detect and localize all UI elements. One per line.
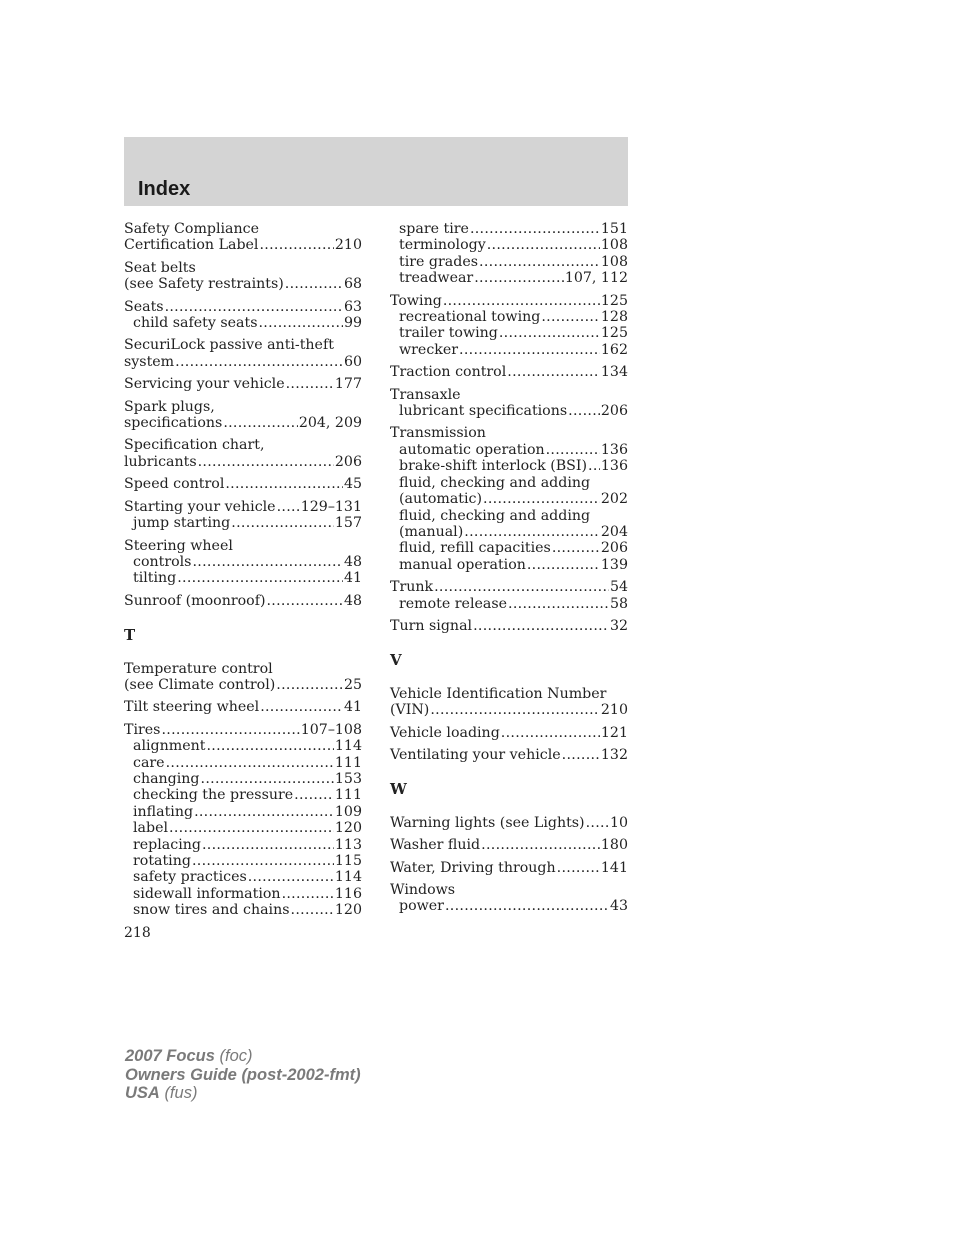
- entry-text: automatic operation: [399, 441, 545, 458]
- entry-text: checking the pressure: [133, 787, 294, 804]
- leader-dots: [552, 540, 600, 556]
- entry-text: fluid, checking and adding: [399, 507, 591, 524]
- index-term: [124, 661, 362, 677]
- leader-dots: [177, 570, 343, 586]
- page-reference: 210: [600, 702, 628, 719]
- page-reference: 115: [334, 853, 362, 869]
- leader-dots: [286, 376, 334, 392]
- document-footer: [125, 1047, 361, 1103]
- leader-dots: [259, 237, 333, 253]
- entry-text: Towing: [390, 292, 442, 309]
- entry-text: Windows: [390, 882, 456, 898]
- entry-text: Transmission: [390, 425, 486, 442]
- leader-dots: [562, 747, 600, 763]
- index-subentry: [390, 524, 628, 540]
- index-subentry: [390, 237, 628, 253]
- page-reference: 54: [609, 579, 628, 596]
- index-term: [390, 837, 628, 853]
- entry-text: care: [133, 754, 165, 771]
- page-reference: 114: [334, 738, 362, 755]
- index-term: [124, 699, 362, 715]
- entry-text: Vehicle loading: [390, 724, 500, 741]
- page-reference: 60: [343, 353, 362, 370]
- index-term: [390, 882, 628, 898]
- footer-line: [125, 1047, 361, 1066]
- leader-dots: [285, 276, 343, 292]
- index-subentry: [390, 403, 628, 419]
- index-term: [390, 618, 628, 634]
- page-reference: 99: [343, 315, 362, 332]
- entry-text: wrecker: [399, 341, 459, 358]
- page-reference: 120: [334, 902, 362, 919]
- page-reference: 210: [334, 237, 362, 254]
- index-header-banner: [124, 137, 628, 206]
- index-subentry: [390, 254, 628, 270]
- leader-dots: [192, 853, 334, 869]
- page-reference: 113: [334, 836, 362, 853]
- entry-text: fluid, checking and adding: [399, 474, 591, 491]
- index-term: [390, 364, 628, 380]
- index-term: [124, 376, 362, 392]
- leader-dots: [508, 596, 609, 612]
- entry-text: Starting your vehicle: [124, 498, 276, 515]
- index-term: [124, 299, 362, 315]
- index-subentry: [124, 315, 362, 331]
- leader-dots: [198, 454, 334, 470]
- index-term: [390, 579, 628, 595]
- leader-dots: [165, 299, 343, 315]
- index-term: [124, 399, 362, 415]
- page-reference: 43: [609, 898, 628, 915]
- index-term: [124, 454, 362, 470]
- index-entry: [124, 376, 362, 392]
- page-reference: 136: [600, 458, 628, 475]
- page-reference: 25: [343, 676, 362, 693]
- index-entry: [124, 337, 362, 370]
- page-reference: 108: [600, 253, 628, 270]
- entry-text: specifications: [124, 415, 223, 432]
- index-term: [124, 722, 362, 738]
- page-reference: 139: [600, 556, 628, 573]
- entry-text: child safety seats: [133, 315, 258, 332]
- entry-text: (automatic): [399, 491, 483, 508]
- index-entry: [124, 399, 362, 432]
- index-term: [124, 499, 362, 515]
- leader-dots: [277, 499, 300, 515]
- index-subentry: [124, 515, 362, 531]
- index-entry: [124, 221, 362, 254]
- leader-dots: [194, 804, 334, 820]
- index-subentry: [124, 804, 362, 820]
- entry-text: Turn signal: [390, 617, 473, 634]
- index-entry: [390, 725, 628, 741]
- entry-text: Certification Label: [124, 237, 259, 254]
- index-entry: [124, 437, 362, 470]
- entry-text: Tires: [124, 721, 161, 738]
- index-subentry: [390, 898, 628, 914]
- entry-text: Traction control: [390, 364, 507, 381]
- index-entry: [124, 722, 362, 919]
- entry-text: treadwear: [399, 270, 474, 287]
- index-entry: [390, 425, 628, 573]
- leader-dots: [206, 738, 333, 754]
- leader-dots: [291, 902, 334, 918]
- entry-text: inflating: [133, 803, 194, 820]
- entry-text: (see Climate control): [124, 676, 276, 693]
- page-reference: 132: [600, 746, 628, 763]
- index-entry: [390, 387, 628, 420]
- index-subentry: [390, 508, 628, 524]
- leader-dots: [260, 699, 343, 715]
- index-subentry: [390, 557, 628, 573]
- entry-text: fluid, refill capacities: [399, 540, 551, 557]
- leader-dots: [294, 787, 334, 803]
- page-reference: 157: [334, 515, 362, 532]
- entry-text: recreational towing: [399, 309, 541, 326]
- leader-dots: [169, 820, 334, 836]
- page-reference: 111: [334, 787, 362, 804]
- index-term: [124, 276, 362, 292]
- entry-text: lubricants: [124, 453, 197, 470]
- entry-text: controls: [133, 553, 192, 570]
- index-column-left: [124, 221, 362, 925]
- index-entry: [390, 579, 628, 612]
- page-reference: 141: [600, 859, 628, 876]
- entry-text: Transaxle: [390, 386, 461, 403]
- entry-text: Spark plugs,: [124, 398, 215, 415]
- leader-dots: [443, 293, 600, 309]
- page-reference: 120: [334, 820, 362, 837]
- page-reference: 206: [334, 453, 362, 470]
- index-entry: [390, 837, 628, 853]
- index-subentry: [124, 886, 362, 902]
- page-reference: 107, 112: [564, 270, 628, 287]
- leader-dots: [464, 524, 600, 540]
- leader-dots: [527, 557, 600, 573]
- page-reference: 180: [600, 837, 628, 854]
- entry-text: lubricant specifications: [399, 403, 568, 420]
- entry-text: tilting: [133, 570, 177, 587]
- leader-dots: [258, 315, 342, 331]
- entry-text: Tilt steering wheel: [124, 699, 260, 716]
- leader-dots: [541, 309, 600, 325]
- page-reference: 41: [343, 699, 362, 716]
- index-subentry: [124, 755, 362, 771]
- leader-dots: [201, 771, 334, 787]
- leader-dots: [225, 476, 343, 492]
- entry-text: remote release: [399, 595, 508, 612]
- index-subentry: [124, 853, 362, 869]
- index-entry: [124, 499, 362, 532]
- index-subentry: [390, 540, 628, 556]
- footer-line: [125, 1084, 361, 1103]
- entry-text: Water, Driving through: [390, 859, 556, 876]
- entry-text: Servicing your vehicle: [124, 376, 285, 393]
- index-term: [390, 702, 628, 718]
- entry-text: (manual): [399, 523, 464, 540]
- page-reference: 45: [343, 476, 362, 493]
- page-reference: 114: [334, 869, 362, 886]
- index-entry: [390, 747, 628, 763]
- entry-text: Speed control: [124, 476, 225, 493]
- leader-dots: [202, 837, 334, 853]
- page-reference: 202: [600, 491, 628, 508]
- page-reference: 151: [600, 221, 628, 237]
- entry-text: manual operation: [399, 556, 526, 573]
- index-subentry: [124, 820, 362, 836]
- index-term: [124, 237, 362, 253]
- page-reference: 204, 209: [298, 415, 362, 432]
- index-subentry: [124, 837, 362, 853]
- index-subentry: [390, 458, 628, 474]
- section-letter: W: [390, 780, 407, 799]
- leader-dots: [546, 442, 600, 458]
- page-reference: 109: [334, 803, 362, 820]
- entry-text: sidewall information: [133, 885, 281, 902]
- footer-line: [125, 1066, 361, 1085]
- entry-text: Sunroof (moonroof): [124, 592, 266, 609]
- entry-text: changing: [133, 770, 200, 787]
- leader-dots: [266, 593, 342, 609]
- page-reference: 48: [343, 553, 362, 570]
- page-reference: 153: [334, 770, 362, 787]
- entry-text: Steering wheel: [124, 537, 233, 554]
- index-subentry: [390, 596, 628, 612]
- leader-dots: [430, 702, 600, 718]
- leader-dots: [588, 458, 600, 474]
- index-subentry: [124, 554, 362, 570]
- index-subentry: [124, 787, 362, 803]
- footer-bold-text: USA: [125, 1084, 160, 1102]
- index-entry: [390, 293, 628, 359]
- entry-text: Seats: [124, 298, 164, 315]
- leader-dots: [474, 270, 564, 286]
- index-subentry: [124, 869, 362, 885]
- index-subentry: [390, 270, 628, 286]
- index-term: [124, 677, 362, 693]
- entry-text: safety practices: [133, 869, 247, 886]
- leader-dots: [166, 755, 334, 771]
- index-entry: [390, 882, 628, 915]
- index-entry: [390, 686, 628, 719]
- page-reference: 162: [600, 341, 628, 358]
- index-subentry: [390, 491, 628, 507]
- footer-bold-text: Owners Guide (post-2002-fmt): [125, 1065, 361, 1084]
- index-subentry: [124, 570, 362, 586]
- entry-text: (VIN): [390, 702, 430, 719]
- page-reference: 48: [343, 592, 362, 609]
- entry-text: alignment: [133, 738, 206, 755]
- index-subentry: [124, 902, 362, 918]
- entry-text: terminology: [399, 237, 486, 254]
- page-reference: 58: [609, 595, 628, 612]
- index-subentry: [390, 309, 628, 325]
- entry-text: spare tire: [399, 221, 469, 237]
- leader-dots: [470, 221, 600, 237]
- index-term: [390, 815, 628, 831]
- section-letter: V: [390, 651, 402, 670]
- index-term: [124, 593, 362, 609]
- index-entry: [390, 364, 628, 380]
- index-term: [390, 387, 628, 403]
- entry-text: Vehicle Identification Number: [390, 685, 607, 702]
- footer-bold-text: 2007 Focus: [125, 1047, 215, 1065]
- entry-text: label: [133, 820, 169, 837]
- index-term: [124, 337, 362, 353]
- entry-text: Seat belts: [124, 259, 196, 276]
- leader-dots: [161, 722, 299, 738]
- index-entry: [124, 661, 362, 694]
- index-term: [390, 747, 628, 763]
- leader-dots: [479, 254, 600, 270]
- index-entry: [124, 699, 362, 715]
- index-subentry: [390, 342, 628, 358]
- leader-dots: [231, 515, 334, 531]
- page-reference: 41: [343, 570, 362, 587]
- index-subentry: [124, 738, 362, 754]
- leader-dots: [282, 886, 334, 902]
- entry-text: (see Safety restraints): [124, 276, 284, 293]
- leader-dots: [248, 869, 334, 885]
- entry-text: trailer towing: [399, 325, 498, 342]
- page-reference: 32: [609, 617, 628, 634]
- leader-dots: [276, 677, 343, 693]
- index-term: [390, 425, 628, 441]
- page-reference: 125: [600, 325, 628, 342]
- entry-text: system: [124, 353, 175, 370]
- entry-text: Ventilating your vehicle: [390, 746, 561, 763]
- page-reference: 63: [343, 298, 362, 315]
- page-number: 218: [124, 925, 151, 941]
- leader-dots: [481, 837, 600, 853]
- page-title: Index: [138, 178, 191, 200]
- index-column-right: [390, 221, 628, 921]
- page-reference: 68: [343, 276, 362, 293]
- section-letter: T: [124, 626, 136, 645]
- index-term: [390, 293, 628, 309]
- index-term: [124, 415, 362, 431]
- page-reference: 111: [334, 754, 362, 771]
- leader-dots: [175, 354, 343, 370]
- entry-text: brake-shift interlock (BSI): [399, 458, 588, 475]
- index-term: [390, 686, 628, 702]
- index-term: [124, 476, 362, 492]
- index-subentry: [390, 442, 628, 458]
- page-reference: 177: [334, 376, 362, 393]
- page-reference: 134: [600, 364, 628, 381]
- index-entry: [390, 618, 628, 634]
- leader-dots: [473, 618, 609, 634]
- entry-text: jump starting: [133, 515, 231, 532]
- leader-dots: [223, 415, 298, 431]
- leader-dots: [445, 898, 609, 914]
- entry-text: power: [399, 898, 444, 915]
- index-subentry: [390, 325, 628, 341]
- leader-dots: [192, 554, 342, 570]
- entry-text: Specification chart,: [124, 437, 265, 454]
- entry-text: Warning lights (see Lights): [390, 814, 585, 831]
- index-subentry: [124, 771, 362, 787]
- leader-dots: [487, 237, 600, 253]
- index-term: [390, 860, 628, 876]
- entry-text: Safety Compliance: [124, 221, 259, 237]
- index-term: [124, 437, 362, 453]
- page-reference: 206: [600, 403, 628, 420]
- index-term: [390, 725, 628, 741]
- leader-dots: [483, 491, 600, 507]
- index-term: [124, 354, 362, 370]
- page-reference: 107–108: [300, 721, 362, 738]
- index-entry: [390, 815, 628, 831]
- page-reference: 128: [600, 309, 628, 326]
- leader-dots: [501, 725, 600, 741]
- entry-text: Washer fluid: [390, 837, 481, 854]
- index-entry: [124, 260, 362, 293]
- leader-dots: [507, 364, 600, 380]
- leader-dots: [459, 342, 600, 358]
- leader-dots: [499, 325, 600, 341]
- entry-text: Temperature control: [124, 660, 273, 677]
- entry-text: tire grades: [399, 253, 479, 270]
- page-reference: 129–131: [300, 498, 362, 515]
- page-reference: 136: [600, 441, 628, 458]
- page-reference: 116: [334, 885, 362, 902]
- page-reference: 206: [600, 540, 628, 557]
- leader-dots: [568, 403, 600, 419]
- leader-dots: [557, 860, 600, 876]
- index-term: [124, 538, 362, 554]
- index-entry: [390, 860, 628, 876]
- leader-dots: [434, 579, 609, 595]
- index-subentry: [390, 475, 628, 491]
- page-reference: 10: [609, 814, 628, 831]
- page-reference: 204: [600, 523, 628, 540]
- footer-code-text: (foc): [219, 1047, 253, 1065]
- leader-dots: [586, 815, 609, 831]
- page-reference: 125: [600, 292, 628, 309]
- entry-text: rotating: [133, 853, 191, 869]
- index-term: [124, 221, 362, 237]
- index-subentry: [390, 221, 628, 237]
- footer-code-text: (fus): [164, 1084, 198, 1102]
- entry-text: SecuriLock passive anti-theft: [124, 337, 334, 354]
- entry-text: Trunk: [390, 579, 434, 596]
- page-reference: 121: [600, 724, 628, 741]
- index-entry: [124, 476, 362, 492]
- index-entry: [390, 221, 628, 287]
- index-entry: [124, 593, 362, 609]
- index-term: [124, 260, 362, 276]
- index-entry: [124, 299, 362, 332]
- entry-text: snow tires and chains: [133, 902, 290, 919]
- page-reference: 108: [600, 237, 628, 254]
- entry-text: replacing: [133, 836, 201, 853]
- index-entry: [124, 538, 362, 587]
